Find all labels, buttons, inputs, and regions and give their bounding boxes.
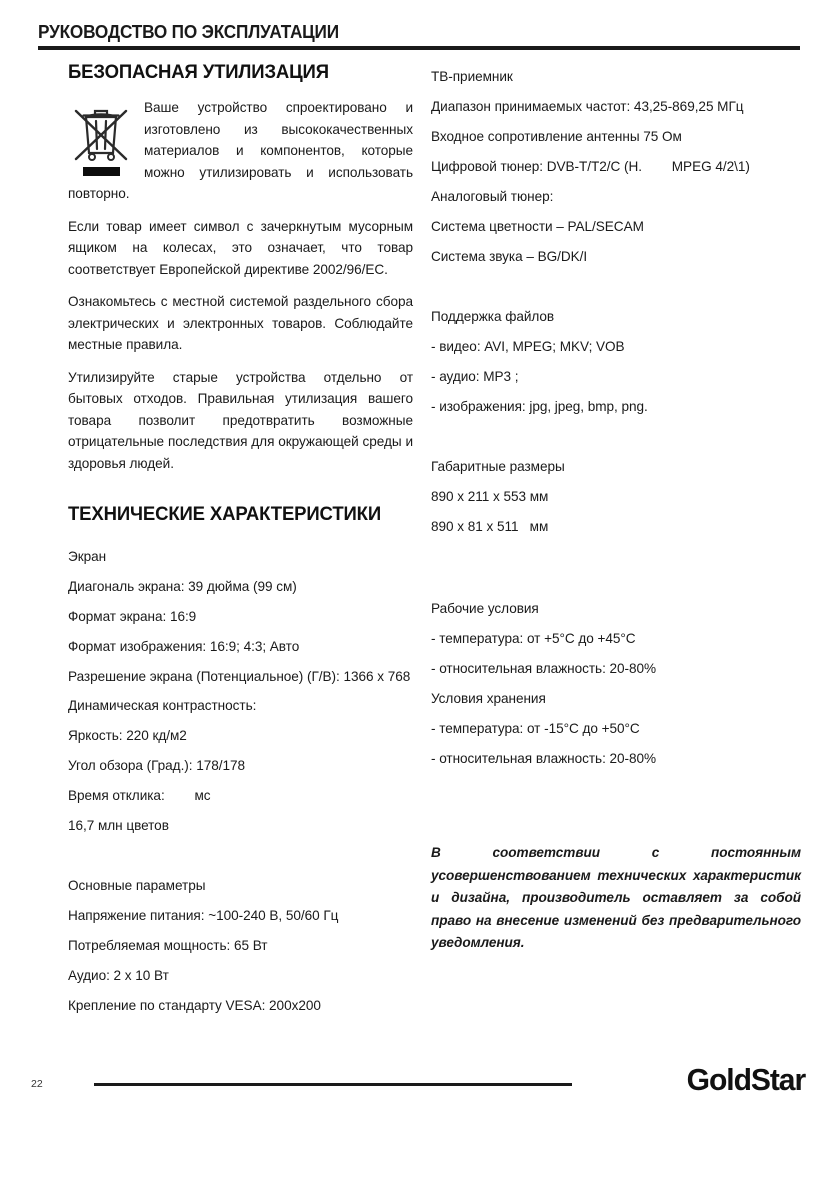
spec-item: Диагональ экрана: 39 дюйма (99 см): [68, 578, 297, 594]
spacer: [431, 272, 801, 302]
disposal-paragraph-1-text: Ваше устройство спроектировано и изготовлено из высококачественных материалов и компонентов, которые можно утилизировать и использовать повторно.: [68, 100, 413, 202]
file-support-spec-list: [431, 302, 801, 422]
spec-item: - температура: от +5°C до +45°C: [431, 631, 636, 646]
header-title: РУКОВОДСТВО ПО ЭКСПЛУАТАЦИИ: [38, 21, 339, 42]
spec-item: 890 x 81 x 511 мм: [431, 519, 549, 534]
spec-group-heading-dimensions: Габаритные размеры: [431, 459, 565, 474]
spec-item: Крепление по стандарту VESA: 200x200: [68, 997, 321, 1013]
spec-item: - относительная влажность: 20-80%: [431, 751, 657, 766]
spec-group-heading-operating-conditions: Рабочие условия: [431, 601, 539, 616]
page-number: 22: [31, 1078, 43, 1090]
footer-divider: [94, 1083, 572, 1086]
spec-item: Формат изображения: 16:9; 4:3; Авто: [68, 638, 300, 654]
spec-item: Угол обзора (Град.): 178/178: [68, 757, 246, 773]
running-header: [38, 22, 800, 50]
operating-conditions-spec-list: [431, 594, 801, 774]
spec-item: Динамическая контрастность:: [68, 697, 257, 713]
spec-item: - аудио: MP3 ;: [431, 369, 519, 384]
spec-item: Яркость: 220 кд/м2: [68, 727, 187, 743]
spec-group-heading-file-support: Поддержка файлов: [431, 309, 555, 324]
main-parameters-spec-list: [68, 871, 413, 1021]
left-column: [68, 62, 413, 1021]
spec-item: Напряжение питания: ~100-240 В, 50/60 Гц: [68, 907, 339, 923]
spec-item: Аудио: 2 x 10 Вт: [68, 967, 169, 983]
disclaimer-text: В соответствии с постоянным усовершенствованием технических характеристик и дизайна, производитель оставляет за собой право на внесение изменений без предварительного уведомления.: [431, 845, 801, 950]
disposal-paragraph-3: Ознакомьтесь с местной системой раздельного сбора электрических и электронных товаров. Соблюдайте местные правила.: [68, 294, 413, 353]
spec-item: Формат экрана: 16:9: [68, 608, 197, 624]
spec-item: Время отклика: мс: [68, 787, 211, 803]
spacer: [431, 542, 801, 594]
spacer: [68, 841, 413, 871]
spec-item: Система звука – BG/DK/I: [431, 249, 588, 264]
spec-item: Аналоговый тюнер:: [431, 189, 554, 204]
disposal-paragraph-1: [68, 97, 413, 205]
spec-item: - видео: AVI, MPEG; MKV; VOB: [431, 339, 625, 354]
spec-item: Входное сопротивление антенны 75 Ом: [431, 129, 682, 144]
spec-item: Цифровой тюнер: DVB-T/T2/C (H. MPEG 4/2\1): [431, 159, 750, 174]
spec-item: - изображения: jpg, jpeg, bmp, png.: [431, 399, 648, 414]
spec-group-heading-tv-tuner: ТВ-приемник: [431, 69, 513, 84]
section-title-specifications: ТЕХНИЧЕСКИЕ ХАРАКТЕРИСТИКИ: [68, 503, 382, 526]
dimensions-spec-list: [431, 452, 801, 542]
spec-item: Потребляемая мощность: 65 Вт: [68, 937, 268, 953]
spec-group-heading-screen: Экран: [68, 548, 107, 564]
spacer: [431, 422, 801, 452]
section-title-disposal: БЕЗОПАСНАЯ УТИЛИЗАЦИЯ: [68, 61, 329, 83]
screen-spec-list: [68, 542, 413, 841]
spec-item: 890 x 211 x 553 мм: [431, 489, 549, 504]
disposal-paragraph-2: Если товар имеет символ с зачеркнутым мусорным ящиком на колесах, это означает, что товар соответствует Европейской директиве 2002/96/EC.: [68, 218, 413, 277]
spec-item: Система цветности – PAL/SECAM: [431, 219, 644, 234]
spec-item: - относительная влажность: 20-80%: [431, 661, 657, 676]
spec-item: Разрешение экрана (Потенциальное) (Г/В): 1366 x 768: [68, 668, 411, 684]
spec-item: 16,7 млн цветов: [68, 817, 169, 833]
spec-item: Диапазон принимаемых частот: 43,25-869,25 МГц: [431, 99, 744, 114]
spacer: [431, 826, 801, 842]
spec-group-heading-storage-conditions: Условия хранения: [431, 691, 546, 706]
spec-item: - температура: от -15°C до +50°C: [431, 721, 640, 736]
spacer: [431, 774, 801, 826]
header-divider: [38, 46, 800, 49]
disposal-paragraph-4: Утилизируйте старые устройства отдельно от бытовых отходов. Правильная утилизация вашего товара позволит предотвратить возможные отрицательные последствия для окружающей среды и здоровья людей.: [68, 369, 413, 471]
tv-tuner-spec-list: [431, 62, 801, 272]
brand-logo-goldstar: GoldStar: [686, 1062, 805, 1097]
right-column: [431, 62, 801, 955]
spec-group-heading-main-parameters: Основные параметры: [68, 877, 206, 893]
weee-crossed-bin-icon: [70, 99, 132, 177]
